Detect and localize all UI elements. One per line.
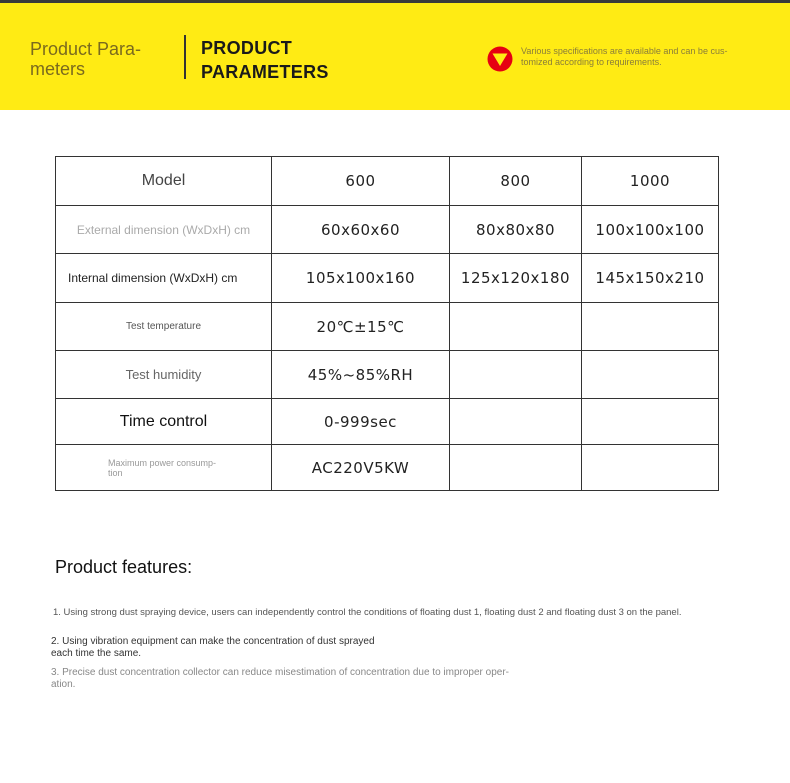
value-cell <box>450 445 582 491</box>
table-row <box>56 399 719 445</box>
feature-item-2: 2. Using vibration equipment can make the concentration of dust sprayed each time the same. <box>51 636 375 659</box>
value-cell <box>450 351 582 399</box>
row-label-maximum-power: Maximum power consump- tion <box>56 445 272 491</box>
table-row <box>56 445 719 491</box>
feature-item-1: 1. Using strong dust spraying device, users can independently control the conditions of floating dust 1, floating dust 2 and floating dust 3 on the panel. <box>53 607 682 618</box>
model-header-cell: Model <box>56 157 272 206</box>
table-row <box>56 254 719 303</box>
value-cell: 60x60x60 <box>272 206 450 254</box>
header-divider <box>184 35 186 79</box>
model-600-cell: 600 <box>272 157 450 206</box>
value-cell: 125x120x180 <box>450 254 582 303</box>
table-row <box>56 206 719 254</box>
header-banner <box>0 3 790 110</box>
table-header-row <box>56 157 719 206</box>
row-label-time-control: Time control <box>56 399 272 445</box>
feature-item-3: 3. Precise dust concentration collector can reduce misestimation of concentration due to improper oper- ation. <box>51 667 510 690</box>
value-cell <box>582 445 719 491</box>
specification-table <box>55 156 719 491</box>
row-label-test-humidity: Test humidity <box>56 351 272 399</box>
value-cell: 0-999sec <box>272 399 450 445</box>
row-label-test-temperature: Test temperature <box>56 303 272 351</box>
red-triangle-badge-icon <box>487 46 513 72</box>
value-cell <box>582 399 719 445</box>
value-cell <box>450 303 582 351</box>
model-800-cell: 800 <box>450 157 582 206</box>
model-1000-cell: 1000 <box>582 157 719 206</box>
value-cell <box>582 303 719 351</box>
table-row <box>56 351 719 399</box>
value-cell: 20℃±15℃ <box>272 303 450 351</box>
value-cell: 45%~85%RH <box>272 351 450 399</box>
value-cell: 80x80x80 <box>450 206 582 254</box>
value-cell: 145x150x210 <box>582 254 719 303</box>
value-cell: 100x100x100 <box>582 206 719 254</box>
customization-note: Various specifications are available and can be cus- tomized according to requirements. <box>521 46 728 67</box>
row-label-internal-dimension: Internal dimension (WxDxH) cm <box>56 254 272 303</box>
table-row <box>56 303 719 351</box>
features-heading: Product features: <box>55 557 193 577</box>
value-cell <box>582 351 719 399</box>
row-label-external-dimension: External dimension (WxDxH) cm <box>56 206 272 254</box>
title-product-parameters-caps: PRODUCT PARAMETERS <box>201 38 329 82</box>
value-cell: AC220V5KW <box>272 445 450 491</box>
value-cell <box>450 399 582 445</box>
title-product-parameters: Product Para- meters <box>30 39 142 79</box>
value-cell: 105x100x160 <box>272 254 450 303</box>
